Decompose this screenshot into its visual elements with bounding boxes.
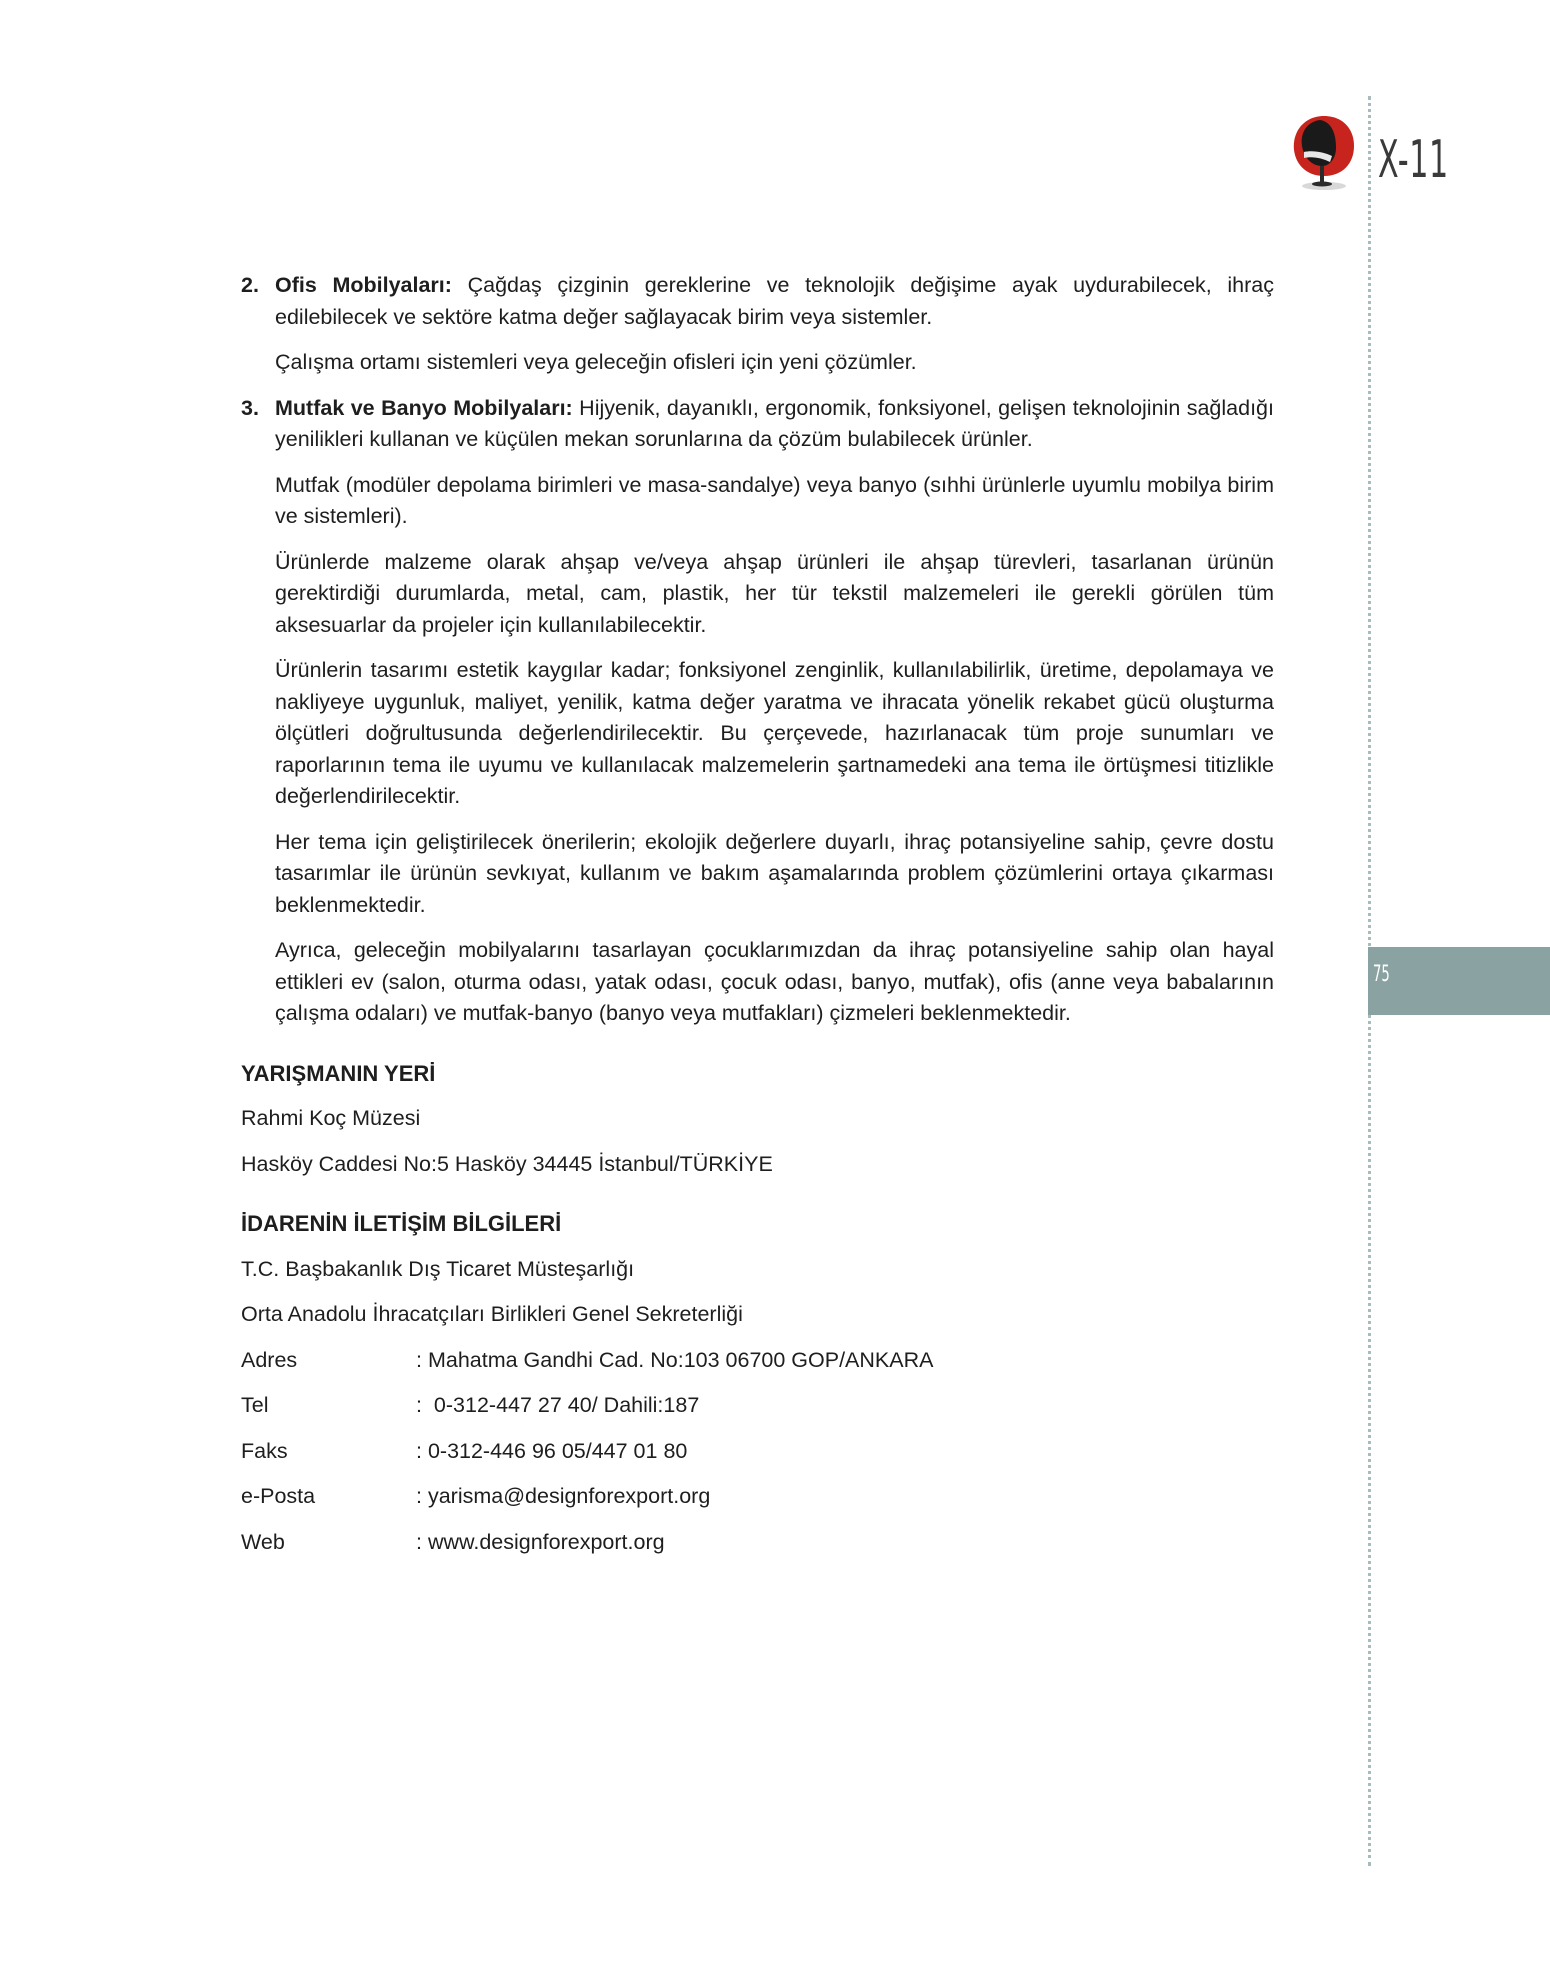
item-title: Mutfak ve Banyo Mobilyaları: (275, 395, 573, 420)
contact-value: : 0-312-446 96 05/447 01 80 (416, 1438, 688, 1463)
item-paragraph: Ayrıca, geleceğin mobilyalarını tasarlayan çocuklarımızdan da ihraç potansiyeline sahip olan hayal ettikleri ev (salon, oturma odası, yatak odası, çocuk odası, banyo, mutfak), ofis (anne veya babalarının çalışma odaları) ve mutfak-banyo (banyo veya mutfakları) çizmeleri beklenmektedir. (275, 938, 1274, 1025)
item-paragraph: Çalışma ortamı sistemleri veya geleceğin ofisleri için yeni çözümler. (275, 350, 917, 374)
page-number: 75 (1373, 962, 1390, 987)
item-lead-paragraph (275, 270, 1274, 333)
contact-value: : Mahatma Gandhi Cad. No:103 06700 GOP/ANKARA (416, 1347, 934, 1372)
contact-org: T.C. Başbakanlık Dış Ticaret Müsteşarlığı (241, 1256, 635, 1281)
web-link[interactable]: : www.designforexport.org (416, 1529, 665, 1554)
list-item (241, 393, 1274, 1030)
venue-name: Rahmi Koç Müzesi (241, 1106, 421, 1130)
contact-row-address (241, 1345, 1274, 1377)
contact-row-web (241, 1527, 1274, 1559)
venue-heading: YARIŞMANIN YERİ (241, 1060, 436, 1086)
contact-org: Orta Anadolu İhracatçıları Birlikleri Genel Sekreterliği (241, 1302, 743, 1326)
list-item (241, 270, 1274, 379)
contact-label: Tel (241, 1393, 269, 1417)
chair-logo-icon (1290, 112, 1358, 192)
item-number: 2. (241, 273, 259, 297)
contact-label: Web (241, 1529, 285, 1554)
contact-value: : 0-312-447 27 40/ Dahili:187 (416, 1393, 700, 1417)
email-link[interactable]: : yarisma@designforexport.org (416, 1484, 711, 1508)
item-lead-paragraph (275, 393, 1274, 456)
contact-label: Adres (241, 1347, 298, 1372)
item-lead-text: Çağdaş çizginin gereklerine ve teknolojik değişime ayak uydurabilecek, ihraç edilebilecek ve sektöre katma değer sağlayacak birim veya sistemler. (275, 273, 1274, 329)
item-lead-text: Hijyenik, dayanıklı, ergonomik, fonksiyonel, gelişen teknolojinin sağladığı yenilikleri kullanan ve küçülen mekan sorunlarına da çözüm bulabilecek ürünler. (275, 395, 1274, 451)
page-tab (1368, 947, 1550, 1015)
contact-label: e-Posta (241, 1484, 316, 1508)
item-paragraph: Mutfak (modüler depolama birimleri ve masa-sandalye) veya banyo (sıhhi ürünlerle uyumlu mobilya birim ve sistemleri). (275, 472, 1274, 528)
item-paragraph: Ürünlerin tasarımı estetik kaygılar kadar; fonksiyonel zenginlik, kullanılabilirlik, üretime, depolamaya ve nakliyeye uygunluk, maliyet, yenilik, katma değer yaratma ve ihracata yönelik rekabet gücü oluşturma ölçütleri doğrultusunda değerlendirilecektir. Bu çerçevede, hazırlanacak tüm proje sunumları ve raporlarının tema ile uyumu ve kullanılacak malzemelerin şartnamedeki ana tema ile örtüşmesi titizlikle değerlendirilecektir. (275, 658, 1274, 808)
venue-address: Hasköy Caddesi No:5 Hasköy 34445 İstanbul/TÜRKİYE (241, 1151, 773, 1176)
item-title: Ofis Mobilyaları: (275, 273, 452, 297)
contact-row-phone (241, 1390, 1274, 1422)
item-paragraph: Her tema için geliştirilecek önerilerin; ekolojik değerlere duyarlı, ihraç potansiyeline sahip, çevre dostu tasarımlar ile ürünün sevkıyat, kullanım ve bakım aşamalarında problem çözümlerini ortaya çıkarması beklenmektedir. (275, 829, 1274, 917)
main-content (241, 270, 1274, 1572)
contact-heading: İDARENİN İLETİŞİM BİLGİLERİ (241, 1211, 562, 1236)
contact-label: Faks (241, 1438, 288, 1463)
contact-row-fax (241, 1436, 1274, 1468)
issue-code: X-11 (1378, 130, 1449, 190)
contact-row-email (241, 1481, 1274, 1513)
item-number: 3. (241, 395, 259, 420)
item-paragraph: Ürünlerde malzeme olarak ahşap ve/veya ahşap ürünleri ile ahşap türevleri, tasarlanan ürünün gerektirdiği durumlarda, metal, cam, plastik, her tür tekstil malzemeleri ile gerekli görülen tüm aksesuarlar da projeler için kullanılabilecektir. (275, 549, 1274, 637)
